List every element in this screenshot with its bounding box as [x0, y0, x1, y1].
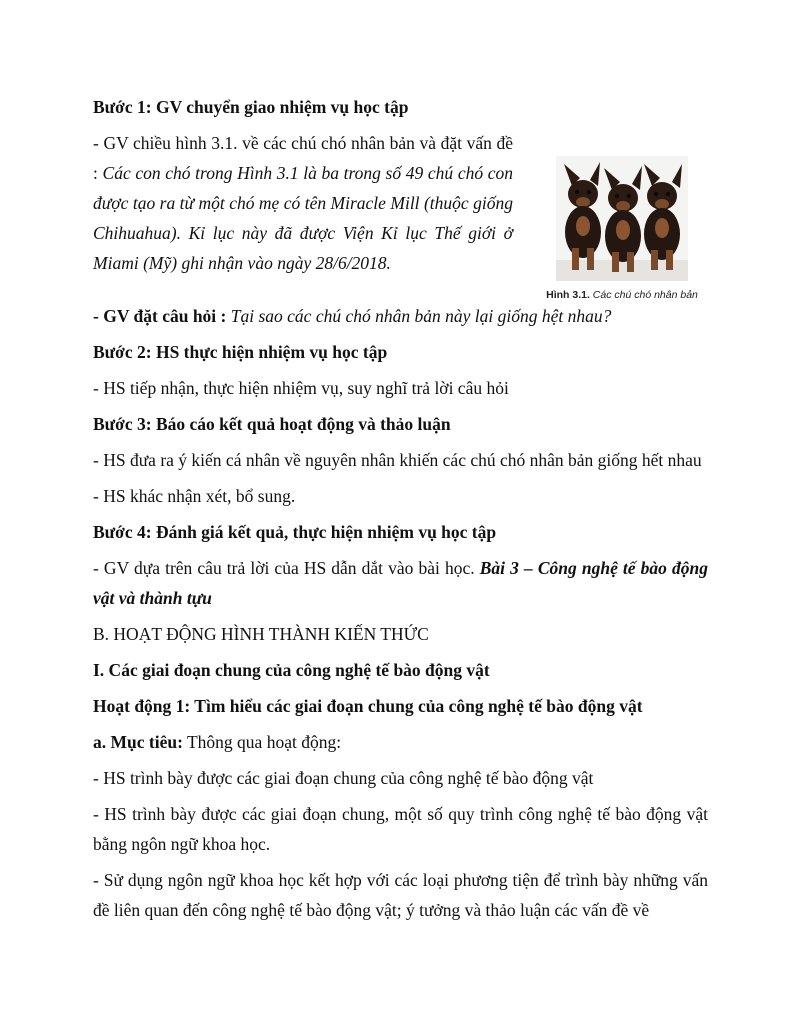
figure-caption-number: Hình 3.1. [546, 289, 590, 301]
step4-paragraph [93, 553, 708, 613]
question-italic: Tại sao các chú chó nhân bản này lại giống hệt nhau? [230, 306, 612, 326]
list-item: - Sử dụng ngôn ngữ khoa học kết hợp với các loại phương tiện để trình bày những vấn đề liên quan đến công nghệ tế bào động vật; ý tưởng và thảo luận các vấn đề về [93, 870, 708, 920]
intro-lead: - GV chiều hình 3.1. về các chú chó nhân bản và đặt vấn đề : [93, 133, 513, 183]
intro-text [93, 128, 513, 278]
section-b-heading: B. HOẠT ĐỘNG HÌNH THÀNH KIẾN THỨC [93, 624, 429, 644]
list-item: - HS trình bày được các giai đoạn chung, một số quy trình công nghệ tế bào động vật bằng ngôn ngữ khoa học. [93, 804, 708, 854]
section-i-heading: I. Các giai đoạn chung của công nghệ tế bào động vật [93, 660, 490, 680]
step3-heading: Bước 3: Báo cáo kết quả hoạt động và thảo luận [93, 414, 451, 434]
goal-text: Thông qua hoạt động: [182, 732, 342, 752]
figure-caption [532, 289, 712, 301]
question-lead: - GV đặt câu hỏi : [93, 306, 231, 326]
question-paragraph [93, 301, 708, 331]
step4-heading: Bước 4: Đánh giá kết quả, thực hiện nhiệm vụ học tập [93, 522, 497, 542]
chihuahua-dogs-photo [556, 156, 688, 281]
lesson-title: Bài 3 – Công nghệ tế bào động vật và thành tựu [93, 558, 708, 608]
intro-italic: Các con chó trong Hình 3.1 là ba trong số 49 chú chó con được tạo ra từ một chó mẹ có tên Miracle Mill (thuộc giống Chihuahua). Kỉ lục này đã được Viện Kỉ lục Thế giới ở Miami (Mỹ) ghi nhận vào ngày 28/6/2018. [93, 163, 513, 273]
step1-heading: Bước 1: GV chuyển giao nhiệm vụ học tập [93, 97, 409, 117]
step3-line1: - HS đưa ra ý kiến cá nhân về nguyên nhân khiến các chú chó nhân bản giống hết nhau [93, 450, 702, 470]
intro-block [93, 128, 708, 301]
activity1-heading: Hoạt động 1: Tìm hiểu các giai đoạn chung của công nghệ tế bào động vật [93, 696, 643, 716]
intro-paragraph [93, 128, 513, 278]
goal-label: a. Mục tiêu: [93, 732, 183, 752]
figure-3-1 [532, 156, 712, 301]
step2-line1: - HS tiếp nhận, thực hiện nhiệm vụ, suy nghĩ trả lời câu hỏi [93, 378, 509, 398]
figure-caption-text: Các chú chó nhân bản [589, 289, 698, 301]
list-item: - HS trình bày được các giai đoạn chung của công nghệ tế bào động vật [93, 768, 594, 788]
step3-line2: - HS khác nhận xét, bổ sung. [93, 486, 296, 506]
step4-lead: - GV dựa trên câu trả lời của HS dẫn dắt vào bài học. [93, 558, 480, 578]
step2-heading: Bước 2: HS thực hiện nhiệm vụ học tập [93, 342, 388, 362]
goal-paragraph [93, 727, 708, 757]
